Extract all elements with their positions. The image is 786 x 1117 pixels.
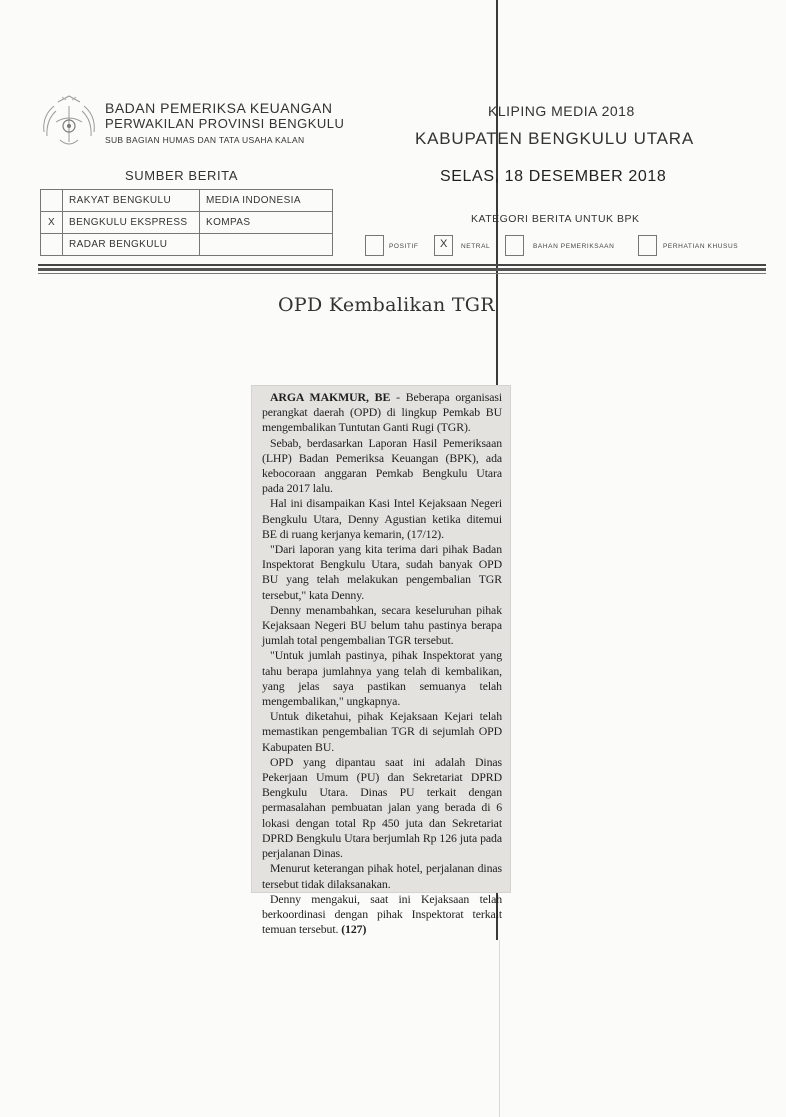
- date-title: SELAS, 18 DESEMBER 2018: [440, 168, 667, 185]
- scan-fold-line-faint: [499, 940, 500, 1117]
- source-name: KOMPAS: [200, 212, 333, 234]
- source-row: [41, 234, 333, 256]
- source-name: [200, 234, 333, 256]
- source-name: RADAR BENGKULU: [63, 234, 200, 256]
- category-label-positif: POSITIF: [389, 243, 419, 250]
- category-checkbox-positif[interactable]: [365, 235, 384, 256]
- article-paragraph: Sebab, berdasarkan Laporan Hasil Pemeriksaan (LHP) Badan Pemeriksa Keuangan (BPK), ada kebocoraan anggaran Pemkab Bengkulu Utara pada 2017 lalu.: [262, 435, 502, 496]
- source-name: RAKYAT BENGKULU: [63, 190, 200, 212]
- article-body: [262, 390, 502, 937]
- article-paragraph: "Dari laporan yang kita terima dari pihak Badan Inspektorat Bengkulu Utara, sudah banyak OPD BU yang telah melakukan pengembalian TGR tersebut," kata Denny.: [262, 542, 502, 602]
- article-paragraph: Menurut keterangan pihak hotel, perjalanan dinas tersebut tidak dilaksanakan.: [262, 861, 502, 891]
- source-section-title: SUMBER BERITA: [125, 168, 239, 183]
- article-code: (127): [341, 922, 367, 937]
- article-paragraph: "Untuk jumlah pastinya, pihak Inspektorat yang tahu berapa jumlahnya yang telah di kembalikan, yang jelas saya pastikan semuanya telah mengembalikan," ungkapnya.: [262, 648, 502, 709]
- source-name: BENGKULU EKSPRESS: [63, 212, 200, 234]
- article-headline: OPD Kembalikan TGR: [278, 294, 495, 316]
- article-lead-text: - Beberapa organisasi perangkat daerah (OPD) di lingkup Pemkab BU mengembalikan Tuntutan Ganti Rugi (TGR).: [262, 390, 503, 435]
- category-label-netral: NETRAL: [461, 243, 491, 250]
- source-row: [41, 212, 333, 234]
- source-mark[interactable]: X: [41, 212, 63, 234]
- org-name: BADAN PEMERIKSA KEUANGAN: [105, 100, 333, 116]
- category-label-bahan-pemeriksaan: BAHAN PEMERIKSAAN: [533, 243, 615, 250]
- bpk-emblem-icon: [38, 92, 100, 154]
- category-checkbox-bahan-pemeriksaan[interactable]: [505, 235, 524, 256]
- category-label-perhatian-khusus: PERHATIAN KHUSUS: [663, 243, 739, 250]
- kliping-title: KLIPING MEDIA 2018: [488, 103, 635, 119]
- source-mark[interactable]: [41, 190, 63, 212]
- article-paragraph: Untuk diketahui, pihak Kejaksaan Kejari telah memastikan pengembalian TGR di sejumlah OPD Kabupaten BU.: [262, 709, 502, 754]
- source-table: [40, 189, 333, 256]
- source-name: MEDIA INDONESIA: [200, 190, 333, 212]
- category-checkbox-perhatian-khusus[interactable]: [638, 235, 657, 256]
- article-closing-text: Denny mengakui, saat ini Kejaksaan telah berkoordinasi dengan pihak Inspektorat terkait temuan tersebut.: [262, 891, 502, 937]
- source-row: [41, 190, 333, 212]
- org-division: SUB BAGIAN HUMAS DAN TATA USAHA KALAN: [105, 135, 305, 145]
- org-block: [105, 100, 344, 148]
- header-divider: [38, 273, 766, 274]
- org-branch: PERWAKILAN PROVINSI BENGKULU: [105, 116, 345, 131]
- article-paragraph: [262, 892, 502, 938]
- source-mark[interactable]: [41, 234, 63, 256]
- article-paragraph: Hal ini disampaikan Kasi Intel Kejaksaan Negeri Bengkulu Utara, Denny Agustian ketika ditemui BE di ruang kerjanya kemarin, (17/12).: [262, 496, 502, 541]
- header-divider: [38, 264, 766, 266]
- article-paragraph: OPD yang dipantau saat ini adalah Dinas Pekerjaan Umum (PU) dan Sekretariat DPRD Bengkulu Utara. Dinas PU terkait dengan permasalahan pembuatan jalan yang berada di 6 lokasi dengan total Rp 450 juta dan Sekretariat DPRD Bengkulu Utara berjumlah Rp 126 juta pada perjalanan Dinas.: [262, 754, 502, 861]
- category-mark-netral: X: [440, 238, 448, 250]
- article-paragraph: Denny menambahkan, secara keseluruhan pihak Kejaksaan Negeri BU belum tahu pastinya berapa jumlah total pengembalian TGR tersebut.: [262, 602, 502, 648]
- article-paragraph: [262, 390, 502, 436]
- header-divider: [38, 268, 766, 271]
- category-section-title: KATEGORI BERITA UNTUK BPK: [471, 213, 640, 225]
- region-title: KABUPATEN BENGKULU UTARA: [415, 129, 694, 148]
- article-dateline: ARGA MAKMUR, BE: [270, 390, 391, 404]
